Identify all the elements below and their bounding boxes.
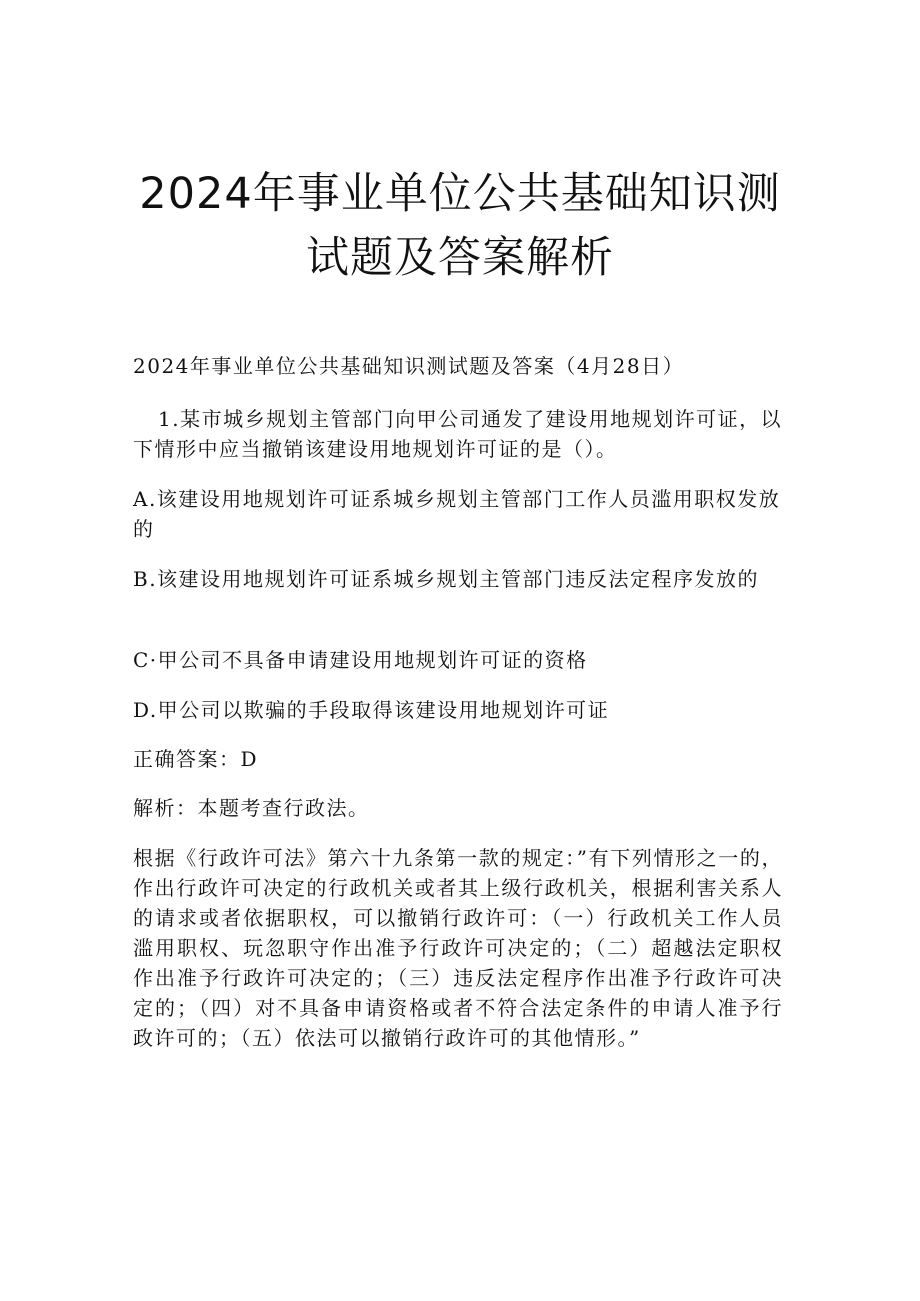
option-c: C·甲公司不具备申请建设用地规划许可证的资格: [133, 648, 588, 672]
question-text: 1.某市城乡规划主管部门向甲公司通发了建设用地规划许可证，以下情形中应当撤销该建设用地规划许可证的是（）。: [133, 407, 783, 461]
document-subtitle: 2024年事业单位公共基础知识测试题及答案（4月28日）: [133, 354, 685, 378]
option-a: A.该建设用地规划许可证系城乡规划主管部门工作人员滥用职权发放的: [133, 487, 781, 541]
correct-answer: 正确答案：D: [133, 747, 259, 771]
document-title-line-2: 试题及答案解析: [306, 233, 614, 283]
analysis-text: 解析：本题考查行政法。: [133, 796, 370, 820]
document-title-line-1: 2024年事业单位公共基础知识测: [139, 169, 781, 219]
option-d: D.甲公司以欺骗的手段取得该建设用地规划许可证: [133, 698, 610, 722]
option-b: B.该建设用地规划许可证系城乡规划主管部门违反法定程序发放的: [133, 567, 760, 591]
legal-basis-text: 根据《行政许可法》第六十九条第一款的规定：”有下列情形之一的，作出行政许可决定的行政机关或者其上级行政机关，根据利害关系人的请求或者依据职权，可以撤销行政许可：（一）行政机关工作人员滥用职权、玩忽职守作出准予行政许可决定的；（二）超越法定职权作出准予行政许可决定的；（三）违反法定程序作出准予行政许可决定的；（四）对不具备申请资格或者不符合法定条件的申请人准予行政许可的；（五）依法可以撤销行政许可的其他情形。”: [133, 846, 783, 1050]
